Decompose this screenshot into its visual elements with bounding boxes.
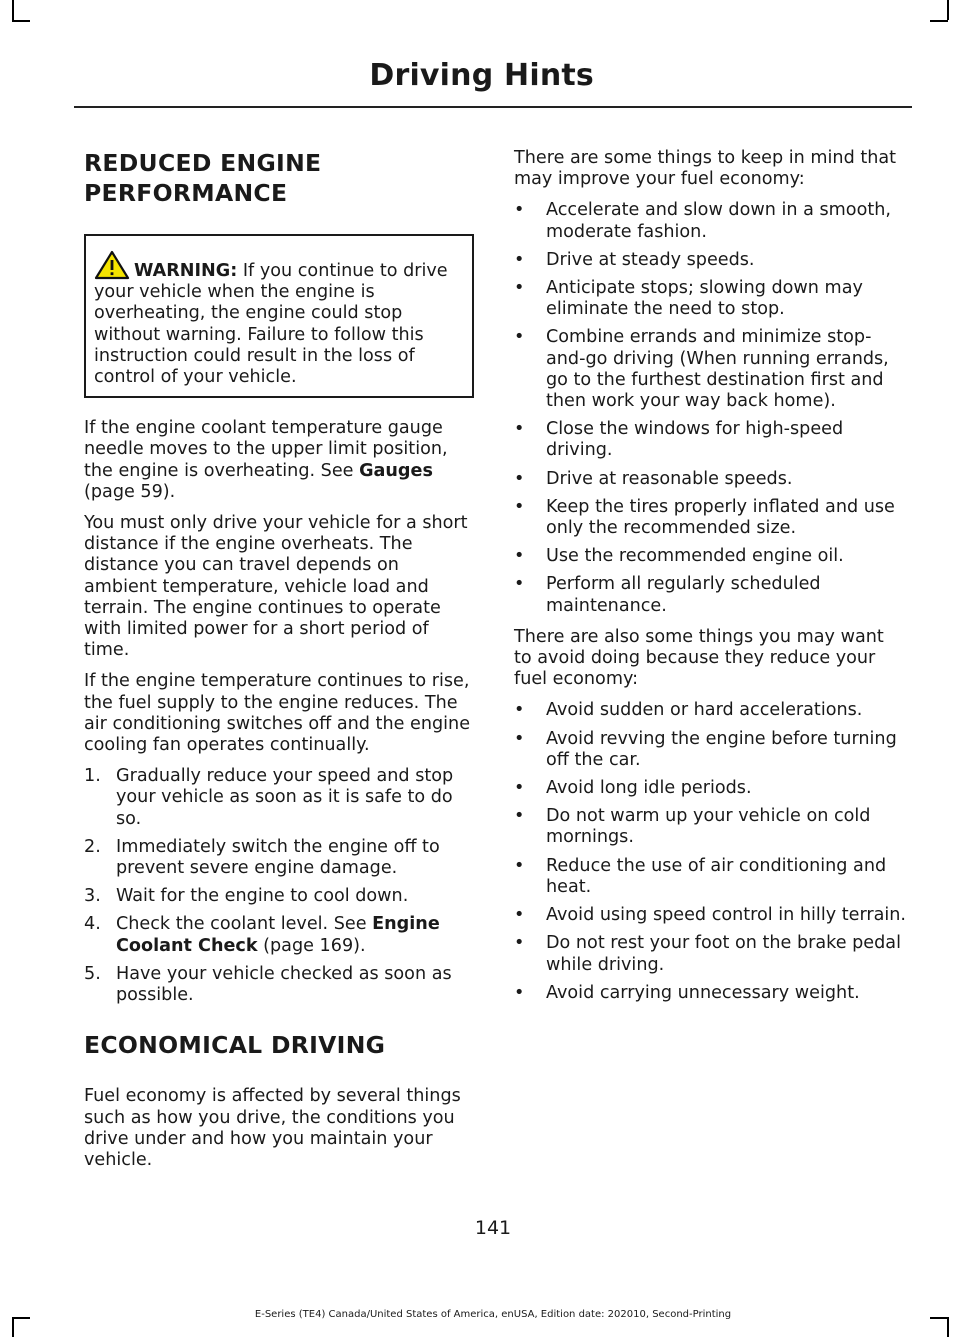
left-column xyxy=(84,148,474,1181)
bullet: • xyxy=(514,327,525,348)
list-item xyxy=(514,983,906,1004)
bullet: • xyxy=(514,778,525,799)
list-item-text: Close the windows for high-speed driving. xyxy=(546,419,844,461)
step-number: 4. xyxy=(84,914,101,935)
list-item-text: Avoid revving the engine before turning off the car. xyxy=(546,728,897,770)
paragraph-overheating xyxy=(84,418,474,503)
list-item xyxy=(514,729,906,771)
page-reference: (page 59). xyxy=(84,481,176,502)
paragraph-avoid-intro: There are also some things you may want to avoid doing because they reduce your fuel economy: xyxy=(514,626,884,690)
bullet: • xyxy=(514,855,525,876)
link-engine-coolant-check[interactable]: Engine Coolant Check xyxy=(116,914,440,956)
list-item xyxy=(514,419,906,461)
list-item-text: Avoid long idle periods. xyxy=(546,778,752,799)
list-item xyxy=(514,905,906,926)
list-item xyxy=(84,886,474,907)
list-item-text: Drive at reasonable speeds. xyxy=(546,468,793,489)
step-number: 5. xyxy=(84,963,101,984)
list-item-text: Anticipate stops; slowing down may eliminate the need to stop. xyxy=(546,278,863,320)
bullet: • xyxy=(514,700,525,721)
section-heading-economical-driving: ECONOMICAL DRIVING xyxy=(84,1031,386,1060)
list-item-text: Avoid using speed control in hilly terrain. xyxy=(546,905,907,926)
list-item-text: Accelerate and slow down in a smooth, moderate fashion. xyxy=(546,200,891,242)
paragraph-fuel-economy: Fuel economy is affected by several things such as how you drive, the conditions you drive under and how you maintain your vehicle. xyxy=(84,1086,461,1170)
section-heading-reduced-engine-performance: REDUCED ENGINE PERFORMANCE xyxy=(84,149,322,207)
step-text: Check the coolant level. See xyxy=(116,914,373,935)
list-item xyxy=(514,200,906,242)
list-item xyxy=(514,933,906,975)
bullet: • xyxy=(514,574,525,595)
list-item xyxy=(514,278,906,320)
crop-mark xyxy=(930,20,948,22)
list-item xyxy=(84,837,474,879)
list-item xyxy=(514,574,906,616)
page-header-title: Driving Hints xyxy=(369,58,594,93)
list-item-text: Keep the tires properly inflated and use only the recommended size. xyxy=(546,496,895,539)
crop-mark xyxy=(12,0,14,20)
list-item-text: Do not rest your foot on the brake pedal while driving. xyxy=(546,933,901,975)
list-item-text: Do not warm up your vehicle on cold mornings. xyxy=(546,806,871,848)
step-number: 2. xyxy=(84,836,101,857)
step-text: Immediately switch the engine off to prevent severe engine damage. xyxy=(116,836,440,879)
bullet: • xyxy=(514,278,525,299)
list-item xyxy=(84,964,474,1006)
list-item xyxy=(514,856,906,898)
list-item xyxy=(514,806,906,848)
step-text: Gradually reduce your speed and stop your vehicle as soon as it is safe to do so. xyxy=(116,766,454,829)
list-item xyxy=(84,914,474,956)
overheat-steps xyxy=(84,766,474,1006)
page-number: 141 xyxy=(474,1217,512,1239)
warning-label: WARNING: xyxy=(134,261,238,281)
list-item xyxy=(514,700,906,721)
bullet: • xyxy=(514,249,525,270)
list-item xyxy=(514,327,906,412)
list-item xyxy=(514,778,906,799)
header-rule xyxy=(74,106,912,108)
bullet: • xyxy=(514,933,525,954)
list-item-text: Drive at steady speeds. xyxy=(546,249,755,270)
bullet: • xyxy=(514,728,525,749)
step-text: Have your vehicle checked as soon as possible. xyxy=(116,963,452,1006)
list-item-text: Perform all regularly scheduled maintenance. xyxy=(546,574,821,616)
footer-edition-info: E-Series (TE4) Canada/United States of America, enUSA, Edition date: 202010, Second-Printing xyxy=(254,1309,732,1320)
bullet: • xyxy=(514,468,525,489)
crop-mark xyxy=(947,0,949,20)
bullet: • xyxy=(514,200,525,221)
list-item xyxy=(514,469,906,490)
avoid-list xyxy=(514,700,906,1003)
paragraph-short-distance: You must only drive your vehicle for a short distance if the engine overheats. The distance you can travel depends on ambient temperature, vehicle load and terrain. The engine continues to operate with limited power for a short period of time. xyxy=(84,513,468,661)
paragraph-improve-intro: There are some things to keep in mind that may improve your fuel economy: xyxy=(514,148,897,190)
list-item xyxy=(84,766,474,830)
right-column xyxy=(514,148,906,1014)
page-reference: (page 169). xyxy=(257,935,366,956)
bullet: • xyxy=(514,419,525,440)
list-item-text: Combine errands and minimize stop-and-go driving (When running errands, go to the furthest destination first and then work your way back home). xyxy=(546,327,889,412)
list-item-text: Avoid carrying unnecessary weight. xyxy=(546,982,860,1003)
bullet: • xyxy=(514,496,525,517)
warning-text: If you continue to drive your vehicle when the engine is overheating, the engine could stop without warning. Failure to follow this instruction could result in the loss of control of your vehicle. xyxy=(94,261,448,388)
list-item-text: Use the recommended engine oil. xyxy=(546,546,844,567)
bullet: • xyxy=(514,982,525,1003)
bullet: • xyxy=(514,905,525,926)
warning-box xyxy=(84,234,474,398)
list-item-text: Reduce the use of air conditioning and heat. xyxy=(546,855,887,897)
list-item-text: Avoid sudden or hard accelerations. xyxy=(546,700,863,721)
list-item xyxy=(514,497,906,539)
bullet: • xyxy=(514,806,525,827)
step-text: Wait for the engine to cool down. xyxy=(116,886,409,907)
bullet: • xyxy=(514,546,525,567)
step-number: 3. xyxy=(84,886,101,907)
step-number: 1. xyxy=(84,766,101,787)
improve-list xyxy=(514,200,906,616)
list-item xyxy=(514,546,906,567)
list-item xyxy=(514,250,906,271)
paragraph-text: If the engine coolant temperature gauge needle moves to the upper limit position, the engine is overheating. See xyxy=(84,418,448,481)
paragraph-temperature-rise: If the engine temperature continues to rise, the fuel supply to the engine reduces. The air conditioning switches off and the engine cooling fan operates continually. xyxy=(84,671,471,756)
crop-mark xyxy=(12,20,30,22)
link-gauges[interactable]: Gauges xyxy=(359,460,433,481)
warning-triangle-icon xyxy=(94,250,130,280)
